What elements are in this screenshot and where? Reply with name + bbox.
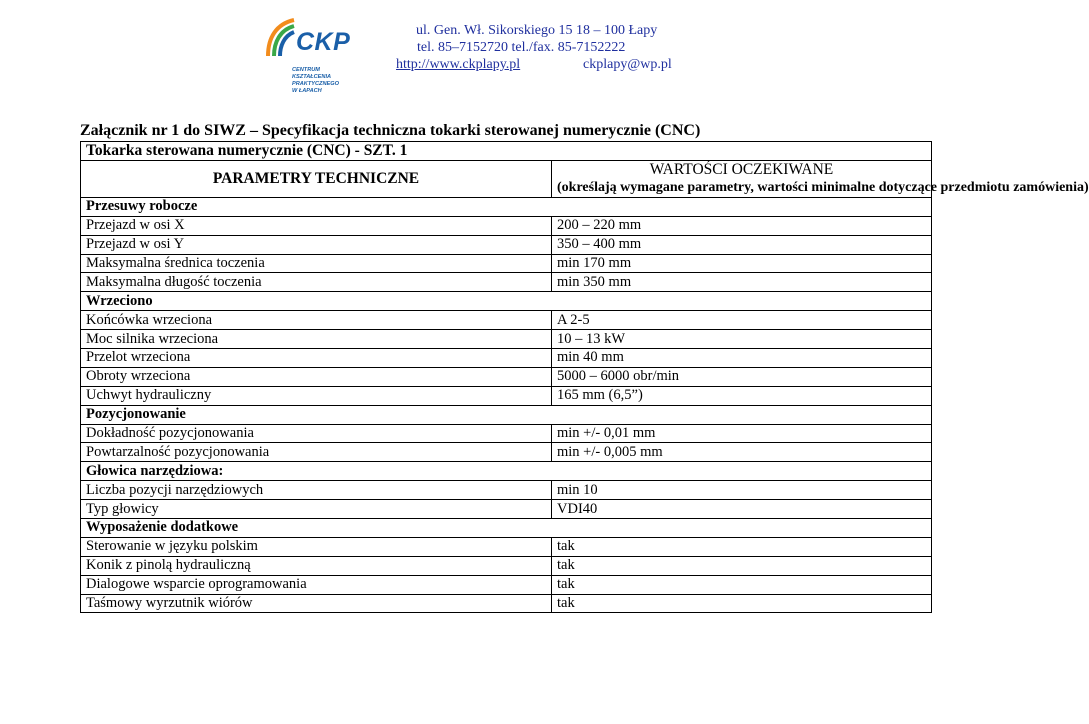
- header-values-main: WARTOŚCI OCZEKIWANE: [649, 160, 834, 178]
- parameter-name: Taśmowy wyrzutnik wiórów: [81, 594, 552, 613]
- parameter-name: Dialogowe wsparcie oprogramowania: [81, 575, 552, 594]
- table-row: [81, 500, 932, 519]
- parameter-value: min 350 mm: [552, 273, 932, 292]
- machine-title: Tokarka sterowana numerycznie (CNC) - SZT. 1: [81, 142, 932, 161]
- parameter-name: Maksymalna długość toczenia: [81, 273, 552, 292]
- parameter-name: Uchwyt hydrauliczny: [81, 386, 552, 405]
- parameter-value: 10 – 13 kW: [552, 330, 932, 349]
- table-row: [81, 273, 932, 292]
- logo-wordmark: CKP: [296, 28, 351, 56]
- section-row: [81, 462, 932, 481]
- section-title: Wyposażenie dodatkowe: [81, 519, 932, 538]
- table-row: [81, 556, 932, 575]
- parameter-name: Sterowanie w języku polskim: [81, 537, 552, 556]
- table-row: [81, 216, 932, 235]
- parameter-name: Końcówka wrzeciona: [81, 311, 552, 330]
- parameter-value: VDI40: [552, 500, 932, 519]
- ckp-logo: [264, 14, 364, 98]
- parameter-name: Przejazd w osi Y: [81, 235, 552, 254]
- table-row: [81, 330, 932, 349]
- table-row: [81, 235, 932, 254]
- table-row: [81, 537, 932, 556]
- document-title: Załącznik nr 1 do SIWZ – Specyfikacja techniczna tokarki sterowanej numerycznie (CNC): [80, 122, 701, 139]
- parameter-value: A 2-5: [552, 311, 932, 330]
- parameter-value: min +/- 0,005 mm: [552, 443, 932, 462]
- section-title: Głowica narzędziowa:: [81, 462, 932, 481]
- table-row: [81, 481, 932, 500]
- section-row: [81, 519, 932, 538]
- parameter-name: Typ głowicy: [81, 500, 552, 519]
- table-row: [81, 575, 932, 594]
- parameter-name: Maksymalna średnica toczenia: [81, 254, 552, 273]
- section-title: Wrzeciono: [81, 292, 932, 311]
- section-title: Przesuwy robocze: [81, 197, 932, 216]
- parameter-value: min 170 mm: [552, 254, 932, 273]
- parameter-value: 350 – 400 mm: [552, 235, 932, 254]
- header-values-sub: (określają wymagane parametry, wartości minimalne dotyczące przedmiotu zamówienia): [557, 179, 1089, 195]
- header-parameters: PARAMETRY TECHNICZNE: [81, 160, 552, 197]
- machine-title-row: [81, 142, 932, 161]
- table-row: [81, 254, 932, 273]
- parameter-name: Przelot wrzeciona: [81, 349, 552, 368]
- table-row: [81, 367, 932, 386]
- parameter-value: 5000 – 6000 obr/min: [552, 367, 932, 386]
- parameter-name: Konik z pinolą hydrauliczną: [81, 556, 552, 575]
- parameter-name: Powtarzalność pozycjonowania: [81, 443, 552, 462]
- parameter-value: min +/- 0,01 mm: [552, 424, 932, 443]
- parameter-name: Liczba pozycji narzędziowych: [81, 481, 552, 500]
- parameter-value: tak: [552, 575, 932, 594]
- section-title: Pozycjonowanie: [81, 405, 932, 424]
- parameter-value: min 40 mm: [552, 349, 932, 368]
- table-row: [81, 594, 932, 613]
- logo-subtitle: CENTRUM KSZTAŁCENIA PRAKTYCZNEGO W ŁAPACH: [292, 67, 339, 94]
- contact-website-link[interactable]: http://www.ckplapy.pl: [396, 57, 521, 72]
- parameter-name: Moc silnika wrzeciona: [81, 330, 552, 349]
- table-row: [81, 349, 932, 368]
- parameter-value: 165 mm (6,5”): [552, 386, 932, 405]
- contact-email: ckplapy@wp.pl: [583, 57, 672, 72]
- section-row: [81, 197, 932, 216]
- contact-address: ul. Gen. Wł. Sikorskiego 15 18 – 100 Łapy: [416, 23, 658, 38]
- parameter-value: tak: [552, 556, 932, 575]
- contact-phones: tel. 85–7152720 tel./fax. 85-7152222: [417, 40, 626, 55]
- table-row: [81, 424, 932, 443]
- parameter-value: tak: [552, 594, 932, 613]
- parameter-name: Przejazd w osi X: [81, 216, 552, 235]
- parameter-name: Obroty wrzeciona: [81, 367, 552, 386]
- header-row: [81, 160, 932, 197]
- spec-table: [80, 141, 1089, 613]
- parameter-name: Dokładność pozycjonowania: [81, 424, 552, 443]
- parameter-value: 200 – 220 mm: [552, 216, 932, 235]
- ckp-logo-arcs-icon: [264, 16, 298, 60]
- parameter-value: min 10: [552, 481, 932, 500]
- table-row: [81, 311, 932, 330]
- section-row: [81, 405, 932, 424]
- table-row: [81, 443, 932, 462]
- table-row: [81, 386, 932, 405]
- parameter-value: tak: [552, 537, 932, 556]
- header-values: [552, 160, 1089, 197]
- section-row: [81, 292, 932, 311]
